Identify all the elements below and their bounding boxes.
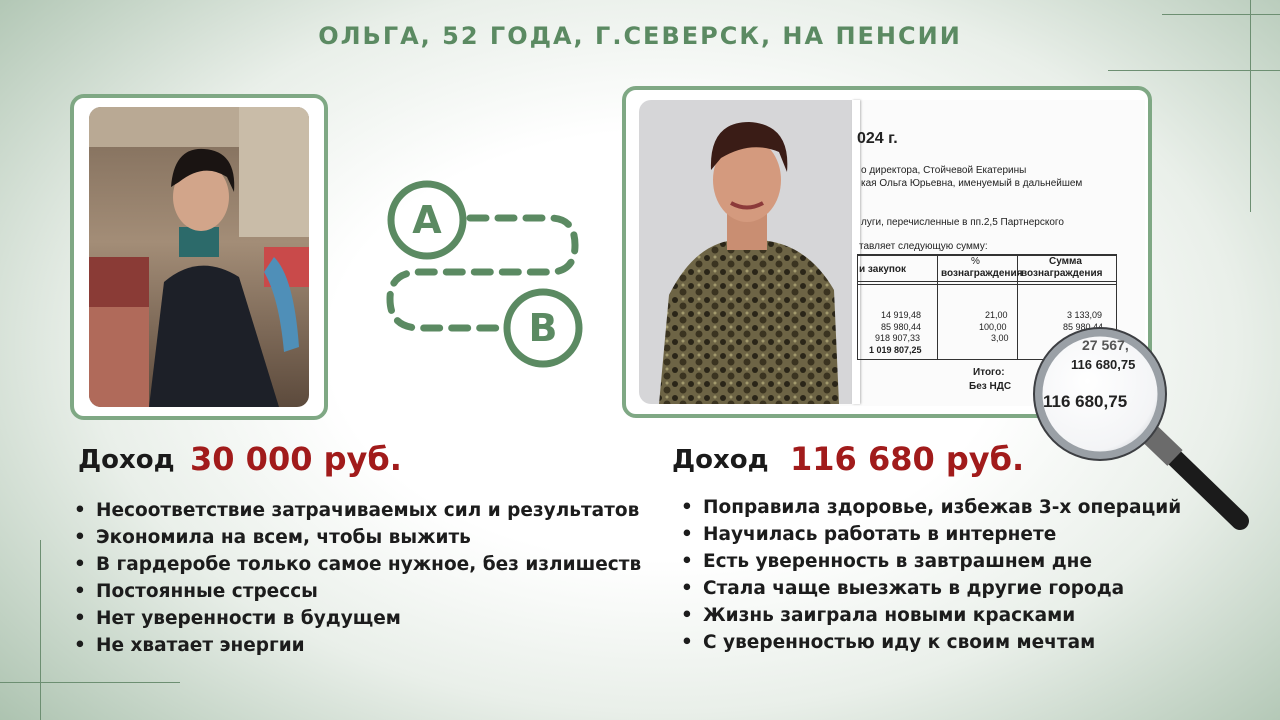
doc-line: тавляет следующую сумму: [859,241,988,252]
list-item: • Поправила здоровье, избежав 3-х операций [677,494,1181,521]
doc-cell: 3 133,09 [1067,310,1103,320]
list-item: • Стала чаще выезжать в другие города [677,575,1181,602]
doc-year: 024 г. [857,130,898,147]
decor-line [40,540,41,720]
magnified-total-small: 116 680,75 [1071,357,1136,372]
after-photo [639,100,859,404]
magnified-total: 116 680,75 [1043,392,1128,411]
list-item: • Есть уверенность в завтрашнем дне [677,548,1181,575]
list-item: • Несоответствие затрачиваемых сил и результатов [70,497,641,524]
decor-line [1108,70,1280,71]
doc-cell: 14 919,48 [881,310,922,320]
list-item: • Жизнь заиграла новыми красками [677,602,1181,629]
list-item: • Постоянные стрессы [70,578,641,605]
doc-col-divider [937,254,938,359]
doc-line: кая Ольга Юрьевна, именуемый в дальнейшем [861,178,1083,189]
before-income-label: Доход [78,445,175,475]
before-photo [89,107,309,407]
doc-cell: 100,00 [979,322,1007,332]
before-bullet-list [70,497,641,659]
doc-header-divider [857,284,1117,285]
a-to-b-route-icon [380,178,590,368]
after-bullet-list [677,494,1181,656]
doc-cell: 85 980,44 [1063,322,1104,332]
decor-line [0,682,180,683]
doc-cell: 3,00 [991,333,1009,343]
list-item: • С уверенностью иду к своим мечтам [677,629,1181,656]
doc-vat-label: Без НДС [969,381,1012,392]
decor-line [1162,14,1280,15]
page-title: ОЛЬГА, 52 ГОДА, Г.СЕВЕРСК, НА ПЕНСИИ [318,22,962,50]
doc-line: о директора, Стойчевой Екатерины [861,165,1027,176]
doc-col-header: % [971,256,980,267]
before-income-value: 30 000 руб. [190,440,402,478]
doc-cell: 1 019 807,25 [869,345,922,355]
magnified-partial-total: 27 567, [1082,337,1129,353]
after-income-label: Доход [672,445,769,475]
doc-col-header: Сумма [1049,256,1082,267]
doc-line: луги, перечисленные в пп.2,5 Партнерского [861,217,1064,228]
doc-cell: 21,00 [985,310,1008,320]
list-item: • Научилась работать в интернете [677,521,1181,548]
list-item: • Нет уверенности в будущем [70,605,641,632]
letter-a: A [412,198,442,242]
doc-col-header: вознаграждения [1021,268,1103,279]
doc-cell: 85 980,44 [881,322,922,332]
doc-col-header: вознаграждения [941,268,1023,279]
after-income-value: 116 680 руб. [790,440,1025,478]
doc-cell: 918 907,33 [875,333,921,343]
doc-total-label: Итого: [973,367,1005,378]
letter-b: B [528,306,558,350]
doc-col-header: и закупок [859,264,907,275]
list-item: • Экономила на всем, чтобы выжить [70,524,641,551]
doc-header-divider [857,281,1117,282]
list-item: • В гардеробе только самое нужное, без излишеств [70,551,641,578]
list-item: • Не хватает энергии [70,632,641,659]
